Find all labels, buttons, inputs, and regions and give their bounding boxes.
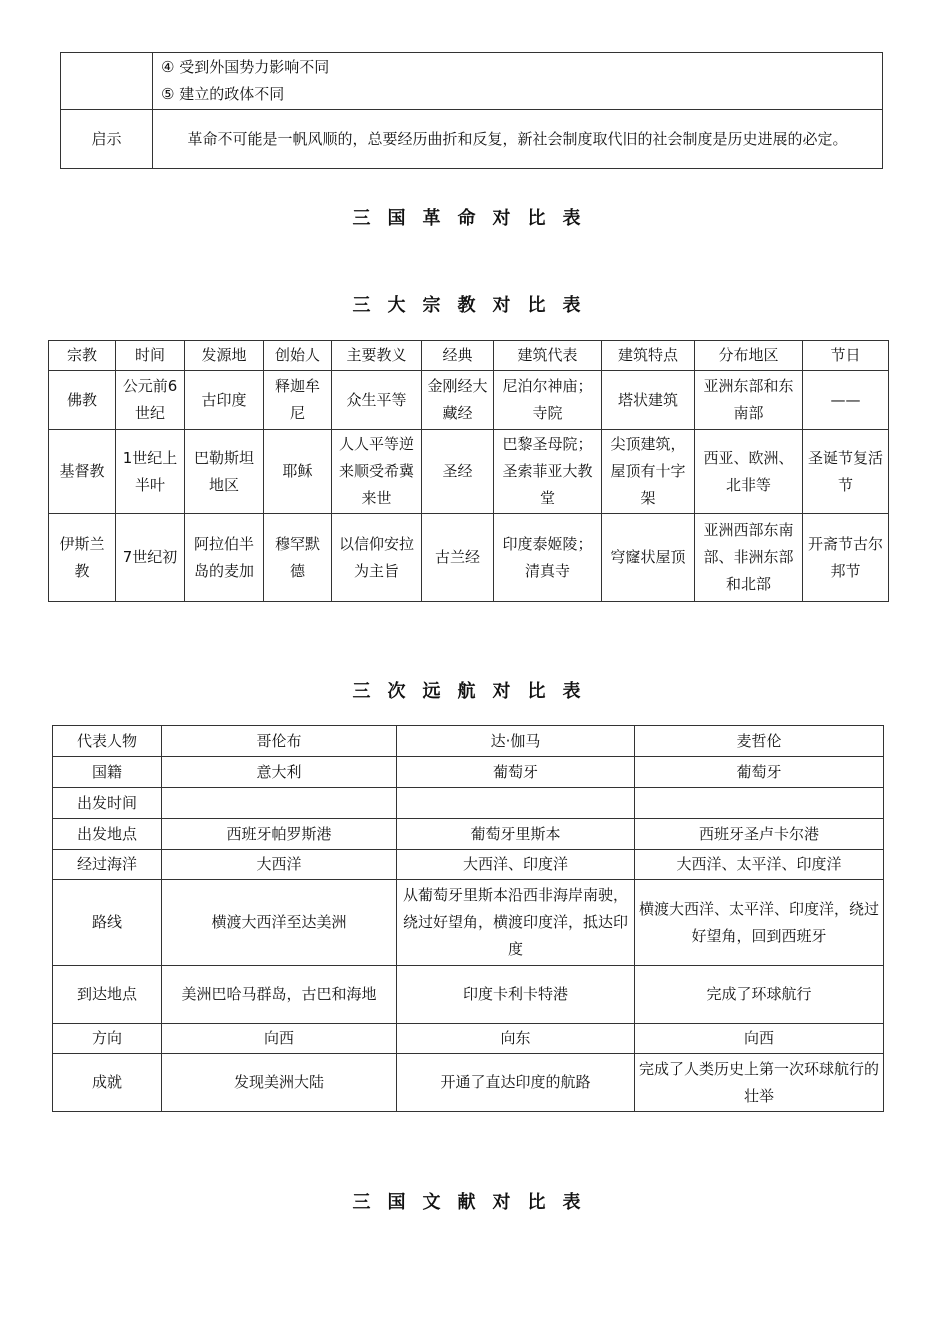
header-cell: 建筑代表 bbox=[494, 341, 602, 371]
table-cell: 亚洲西部东南部、非洲东部和北部 bbox=[695, 514, 803, 602]
differences-list-cell bbox=[153, 53, 883, 110]
table-cell: 葡萄牙里斯本 bbox=[397, 819, 635, 850]
table-row bbox=[49, 371, 889, 430]
table-cell: 印度卡利卡特港 bbox=[397, 966, 635, 1024]
religion-comparison-table bbox=[48, 340, 889, 602]
table-cell: 西班牙帕罗斯港 bbox=[162, 819, 397, 850]
table-cell: 横渡大西洋至达美洲 bbox=[162, 880, 397, 966]
table-cell: 开斋节古尔邦节 bbox=[803, 514, 889, 602]
table-cell: 开通了直达印度的航路 bbox=[397, 1054, 635, 1112]
table-cell: 发现美洲大陆 bbox=[162, 1054, 397, 1112]
table-cell: 路线 bbox=[53, 880, 162, 966]
table-row bbox=[53, 819, 884, 850]
header-cell: 发源地 bbox=[185, 341, 264, 371]
table-cell: 巴勒斯坦地区 bbox=[185, 430, 264, 514]
table-cell: 人人平等逆来顺受希冀来世 bbox=[332, 430, 422, 514]
table-cell: 成就 bbox=[53, 1054, 162, 1112]
table-cell bbox=[635, 788, 884, 819]
table-row bbox=[53, 850, 884, 880]
table-row bbox=[53, 1024, 884, 1054]
table-cell: 1世纪上半叶 bbox=[116, 430, 185, 514]
table-cell: 西亚、欧洲、北非等 bbox=[695, 430, 803, 514]
table-cell: 美洲巴哈马群岛，古巴和海地 bbox=[162, 966, 397, 1024]
title-religion-comparison: 三大宗教对比表 bbox=[352, 295, 598, 316]
table-row bbox=[53, 966, 884, 1024]
enlightenment-label: 启示 bbox=[61, 110, 153, 169]
header-cell: 达·伽马 bbox=[397, 726, 635, 757]
table-cell: 向西 bbox=[635, 1024, 884, 1054]
table-cell: 耶稣 bbox=[264, 430, 332, 514]
header-cell: 麦哲伦 bbox=[635, 726, 884, 757]
table-cell: 意大利 bbox=[162, 757, 397, 788]
header-cell: 创始人 bbox=[264, 341, 332, 371]
revolution-comparison-continuation-table bbox=[60, 52, 883, 169]
table-cell: 以信仰安拉为主旨 bbox=[332, 514, 422, 602]
header-cell: 经典 bbox=[422, 341, 494, 371]
table-cell: 金刚经大藏经 bbox=[422, 371, 494, 430]
enlightenment-text: 革命不可能是一帆风顺的，总要经历曲折和反复，新社会制度取代旧的社会制度是历史进展的必定。 bbox=[153, 110, 883, 169]
table-cell: 到达地点 bbox=[53, 966, 162, 1024]
voyage-comparison-table bbox=[52, 725, 884, 1112]
table-cell: 圣诞节复活节 bbox=[803, 430, 889, 514]
table-cell: 尼泊尔神庙；寺院 bbox=[494, 371, 602, 430]
table-cell: 众生平等 bbox=[332, 371, 422, 430]
table-cell: 经过海洋 bbox=[53, 850, 162, 880]
table-cell bbox=[162, 788, 397, 819]
table-cell: 基督教 bbox=[49, 430, 116, 514]
table-row bbox=[53, 1054, 884, 1112]
header-cell: 建筑特点 bbox=[602, 341, 695, 371]
table-cell: 塔状建筑 bbox=[602, 371, 695, 430]
table-cell: 亚洲东部和东南部 bbox=[695, 371, 803, 430]
religion-header-row bbox=[49, 341, 889, 371]
empty-label-cell bbox=[61, 53, 153, 110]
header-cell: 哥伦布 bbox=[162, 726, 397, 757]
table-cell: 穆罕默德 bbox=[264, 514, 332, 602]
table-cell: 葡萄牙 bbox=[635, 757, 884, 788]
table-cell: 大西洋、印度洋 bbox=[397, 850, 635, 880]
table-row bbox=[49, 514, 889, 602]
table-cell: 完成了环球航行 bbox=[635, 966, 884, 1024]
table-cell: 出发时间 bbox=[53, 788, 162, 819]
table-cell: 古印度 bbox=[185, 371, 264, 430]
table-cell: 穹窿状屋顶 bbox=[602, 514, 695, 602]
table-cell: 国籍 bbox=[53, 757, 162, 788]
table-cell: 古兰经 bbox=[422, 514, 494, 602]
table-cell: 阿拉伯半岛的麦加 bbox=[185, 514, 264, 602]
table-cell: 巴黎圣母院；圣索菲亚大教堂 bbox=[494, 430, 602, 514]
table-cell: 伊斯兰教 bbox=[49, 514, 116, 602]
header-cell: 节日 bbox=[803, 341, 889, 371]
table-cell: 完成了人类历史上第一次环球航行的壮举 bbox=[635, 1054, 884, 1112]
table-cell: 佛教 bbox=[49, 371, 116, 430]
table-cell: 尖顶建筑，屋顶有十字架 bbox=[602, 430, 695, 514]
table-cell: 葡萄牙 bbox=[397, 757, 635, 788]
title-voyage-comparison: 三次远航对比表 bbox=[352, 681, 598, 702]
table-cell: 圣经 bbox=[422, 430, 494, 514]
table-cell: 从葡萄牙里斯本沿西非海岸南驶，绕过好望角，横渡印度洋，抵达印度 bbox=[397, 880, 635, 966]
table-cell: 方向 bbox=[53, 1024, 162, 1054]
table-cell: 向东 bbox=[397, 1024, 635, 1054]
header-cell: 代表人物 bbox=[53, 726, 162, 757]
title-literature-comparison: 三国文献对比表 bbox=[352, 1192, 598, 1213]
table-cell: 向西 bbox=[162, 1024, 397, 1054]
header-cell: 时间 bbox=[116, 341, 185, 371]
table-cell: 大西洋、太平洋、印度洋 bbox=[635, 850, 884, 880]
table-cell: —— bbox=[803, 371, 889, 430]
table-cell: 释迦牟尼 bbox=[264, 371, 332, 430]
table-cell: 7世纪初 bbox=[116, 514, 185, 602]
table-cell: 公元前6世纪 bbox=[116, 371, 185, 430]
table-cell: 西班牙圣卢卡尔港 bbox=[635, 819, 884, 850]
difference-item: ⑤ 建立的政体不同 bbox=[161, 85, 285, 103]
header-cell: 宗教 bbox=[49, 341, 116, 371]
table-row bbox=[49, 430, 889, 514]
voyage-header-row bbox=[53, 726, 884, 757]
table-cell: 印度泰姬陵；清真寺 bbox=[494, 514, 602, 602]
difference-item: ④ 受到外国势力影响不同 bbox=[161, 58, 330, 76]
table-row bbox=[53, 757, 884, 788]
header-cell: 分布地区 bbox=[695, 341, 803, 371]
table-row bbox=[53, 788, 884, 819]
table-cell bbox=[397, 788, 635, 819]
table-cell: 出发地点 bbox=[53, 819, 162, 850]
table-cell: 横渡大西洋、太平洋、印度洋，绕过好望角，回到西班牙 bbox=[635, 880, 884, 966]
header-cell: 主要教义 bbox=[332, 341, 422, 371]
table-cell: 大西洋 bbox=[162, 850, 397, 880]
title-revolution-comparison: 三国革命对比表 bbox=[352, 208, 598, 229]
table-row bbox=[53, 880, 884, 966]
